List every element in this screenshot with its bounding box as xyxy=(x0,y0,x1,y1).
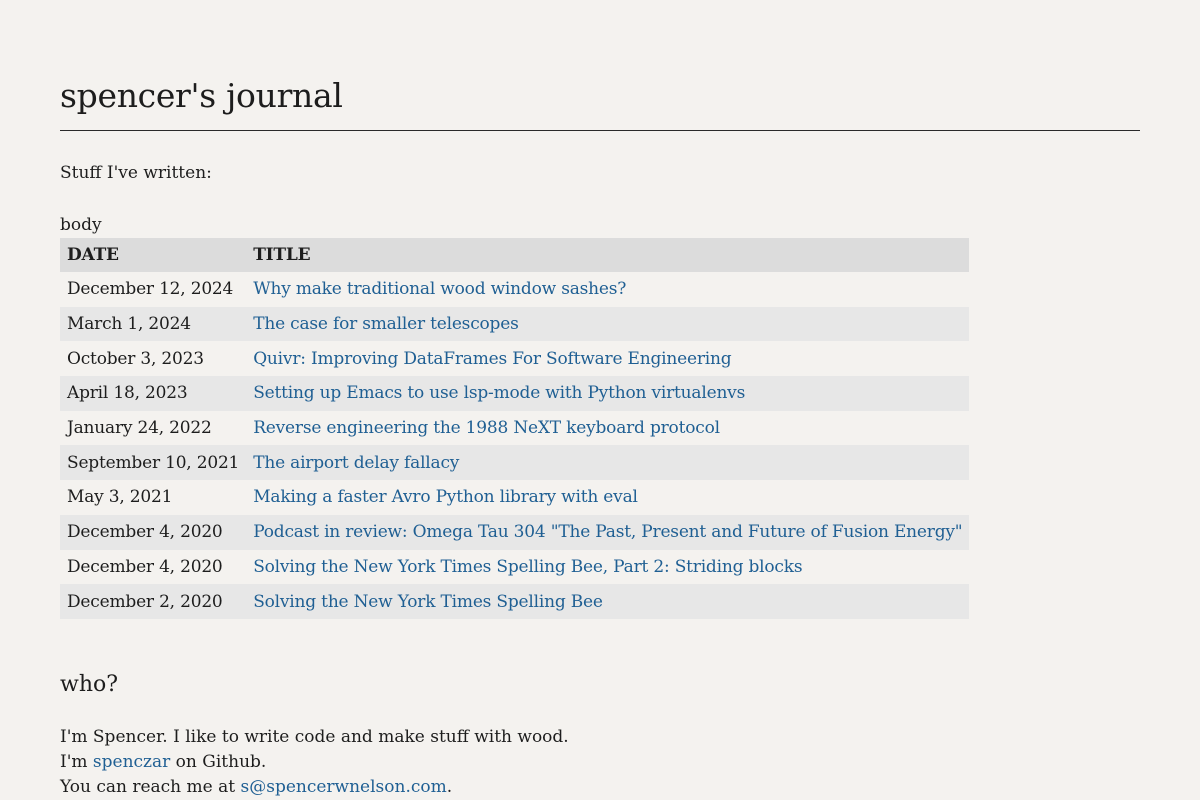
post-date: October 3, 2023 xyxy=(60,341,246,376)
post-date: March 1, 2024 xyxy=(60,307,246,342)
who-heading: who? xyxy=(60,671,119,697)
post-link[interactable]: Why make traditional wood window sashes? xyxy=(253,279,627,300)
table-row xyxy=(60,480,969,515)
date-column-header: DATE xyxy=(60,238,246,272)
table-row xyxy=(60,550,969,585)
post-link[interactable]: The case for smaller telescopes xyxy=(253,314,519,335)
post-date: May 3, 2021 xyxy=(60,480,246,515)
post-title-cell xyxy=(246,341,969,376)
about-line-github xyxy=(60,750,1140,775)
about-section xyxy=(60,725,1140,800)
post-title-cell xyxy=(246,515,969,550)
table-caption: body xyxy=(60,215,102,235)
post-date: September 10, 2021 xyxy=(60,445,246,480)
post-title-cell xyxy=(246,376,969,411)
post-title-cell xyxy=(246,584,969,619)
about-line-intro: I'm Spencer. I like to write code and make stuff with wood. xyxy=(60,726,569,747)
post-title-cell xyxy=(246,411,969,446)
intro-text: Stuff I've written: xyxy=(60,163,212,183)
post-title-cell xyxy=(246,445,969,480)
table-row xyxy=(60,376,969,411)
site-title: spencer's journal xyxy=(60,76,343,115)
table-header-row xyxy=(60,238,969,272)
title-divider xyxy=(60,130,1140,131)
post-link[interactable]: Solving the New York Times Spelling Bee, Part 2: Striding blocks xyxy=(253,556,803,577)
github-prefix: I'm xyxy=(60,751,93,772)
table-row xyxy=(60,445,969,480)
table-row xyxy=(60,411,969,446)
post-title-cell xyxy=(246,480,969,515)
table-row xyxy=(60,307,969,342)
post-link[interactable]: Quivr: Improving DataFrames For Software Engineering xyxy=(253,348,732,369)
post-title-cell xyxy=(246,550,969,585)
title-column-header: TITLE xyxy=(246,238,969,272)
post-date: December 4, 2020 xyxy=(60,550,246,585)
post-title-cell xyxy=(246,307,969,342)
post-link[interactable]: Making a faster Avro Python library with eval xyxy=(253,487,638,508)
post-date: December 12, 2024 xyxy=(60,272,246,307)
post-date: December 2, 2020 xyxy=(60,584,246,619)
table-row xyxy=(60,515,969,550)
email-link[interactable]: s@spencerwnelson.com xyxy=(240,776,447,797)
post-link[interactable]: Podcast in review: Omega Tau 304 "The Past, Present and Future of Fusion Energy" xyxy=(253,522,963,543)
post-date: December 4, 2020 xyxy=(60,515,246,550)
github-link[interactable]: spenczar xyxy=(92,751,171,772)
post-link[interactable]: The airport delay fallacy xyxy=(253,452,460,473)
posts-table xyxy=(60,238,969,619)
post-link[interactable]: Solving the New York Times Spelling Bee xyxy=(253,591,603,612)
email-suffix: . xyxy=(446,776,453,797)
about-line-email xyxy=(60,775,1140,800)
post-link[interactable]: Reverse engineering the 1988 NeXT keyboard protocol xyxy=(253,418,720,439)
post-date: April 18, 2023 xyxy=(60,376,246,411)
github-suffix: on Github. xyxy=(170,751,267,772)
table-row xyxy=(60,272,969,307)
table-row xyxy=(60,341,969,376)
post-link[interactable]: Setting up Emacs to use lsp-mode with Python virtualenvs xyxy=(253,383,746,404)
post-date: January 24, 2022 xyxy=(60,411,246,446)
email-prefix: You can reach me at xyxy=(60,776,241,797)
post-title-cell xyxy=(246,272,969,307)
table-row xyxy=(60,584,969,619)
